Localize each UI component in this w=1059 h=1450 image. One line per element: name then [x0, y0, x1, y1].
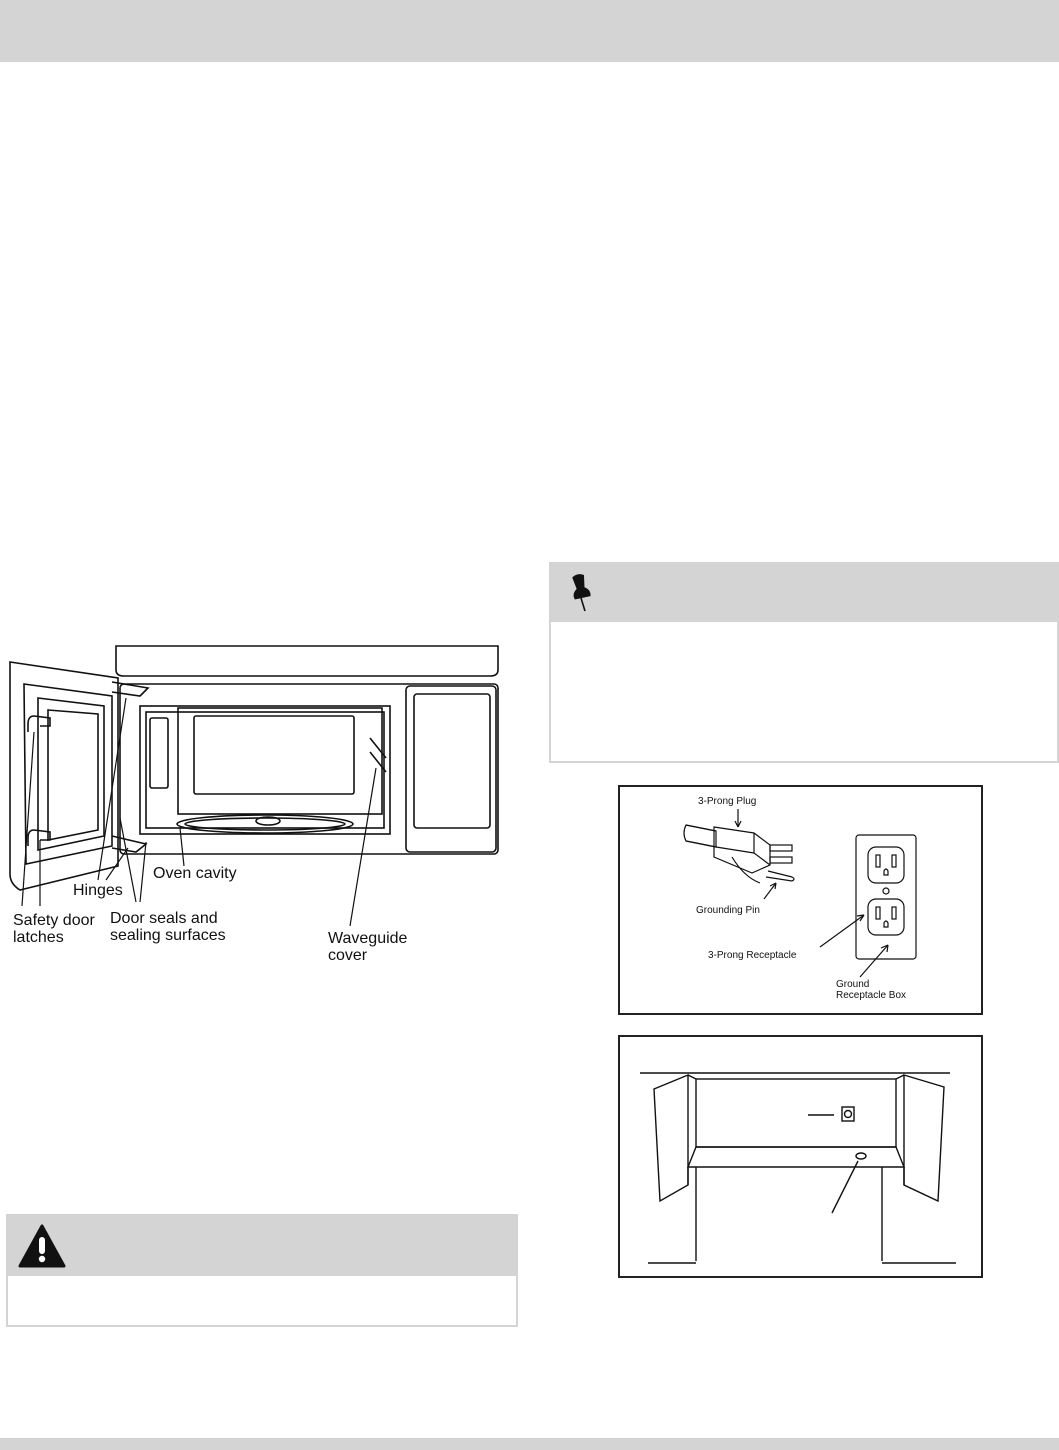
label-hinges: Hinges [73, 882, 123, 899]
label-3-prong-plug: 3-Prong Plug [698, 796, 757, 807]
label-safety-door-latches: Safety door latches [13, 912, 95, 946]
label-oven-cavity: Oven cavity [153, 865, 237, 882]
warning-header [8, 1216, 516, 1276]
note-header [551, 564, 1057, 622]
label-ground-receptacle-box: Ground Receptacle Box [836, 979, 907, 1001]
warning-box [6, 1214, 518, 1327]
plug-receptacle-illustration [620, 787, 981, 1013]
microwave-diagram [0, 640, 520, 980]
page-footer-band [0, 1438, 1059, 1450]
label-grounding-pin: Grounding Pin [696, 905, 760, 916]
page-header-band [0, 0, 1059, 62]
pushpin-icon [567, 572, 595, 612]
grounding-figure [618, 785, 983, 1015]
warning-triangle-icon [18, 1224, 66, 1268]
note-box [549, 562, 1059, 763]
label-waveguide-cover: Waveguide cover [328, 930, 408, 964]
cabinet-figure [618, 1035, 983, 1278]
label-door-seals: Door seals and sealing surfaces [110, 910, 226, 944]
cabinet-illustration [620, 1037, 981, 1276]
label-3-prong-receptacle: 3-Prong Receptacle [708, 950, 797, 961]
